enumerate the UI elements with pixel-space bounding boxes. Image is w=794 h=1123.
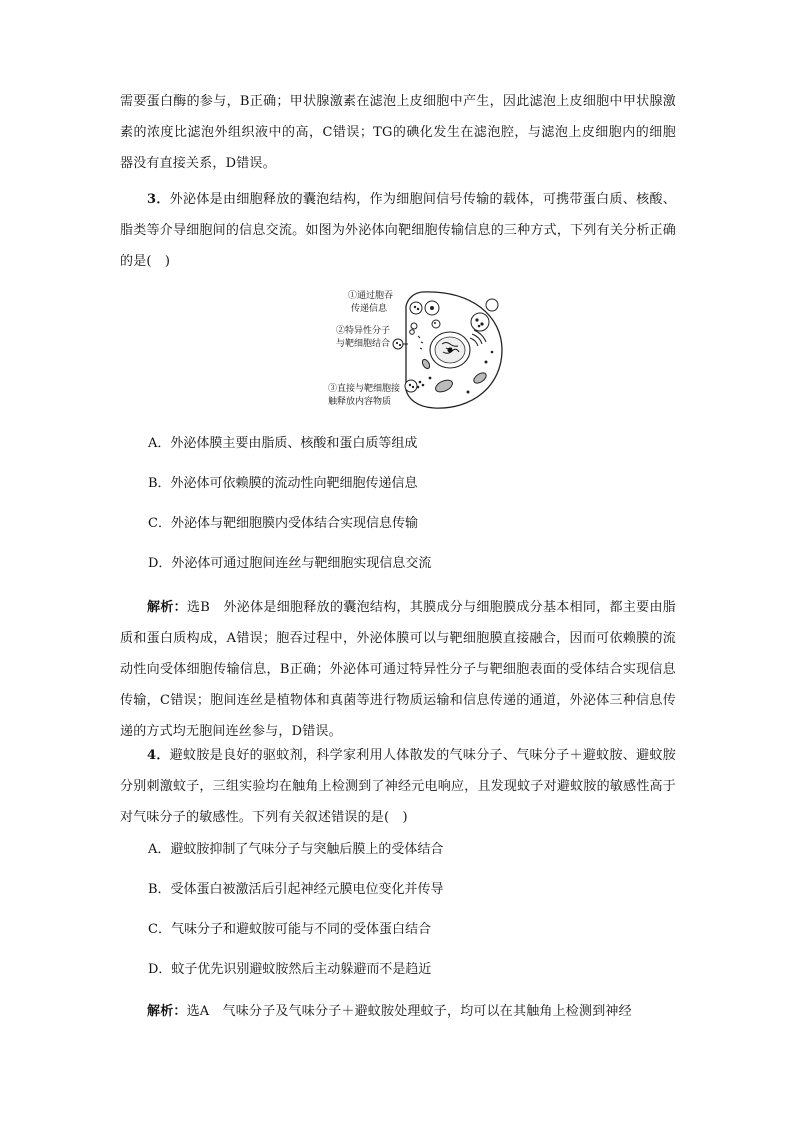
question-4-stem xyxy=(120,740,676,833)
q4-analysis-text: 选A 气味分子及气味分子＋避蚊胺处理蚊子，均可以在其触角上检测到神经 xyxy=(186,1004,632,1019)
figure-label-3-line1: ③直接与靶细胞接 xyxy=(328,384,401,394)
q4-option-a: A．避蚊胺抑制了气味分子与突触后膜上的受体结合 xyxy=(148,842,444,857)
q3-analysis-text: 选B 外泌体是细胞释放的囊泡结构，其膜成分与细胞膜成分基本相同，都主要由脂质和蛋白质构成，A错误；胞吞过程中，外泌体膜可以与靶细胞膜直接融合，因而可依赖膜的流动性向受体细胞传输信息，B正确；外泌体可通过特异性分子与靶细胞表面的受体结合实现信息传输，C错误；胞间连丝是植物体和真菌等进行物质运输和信息传递的通道，外泌体三种信息传递的方式均无胞间连丝参与，D错误。 xyxy=(120,600,676,739)
question-3-stem xyxy=(120,184,676,277)
q3-option-c: C．外泌体与靶细胞膜内受体结合实现信息传输 xyxy=(148,516,418,531)
question-3-text: 外泌体是由细胞释放的囊泡结构，作为细胞间信号传输的载体，可携带蛋白质、核酸、脂类等介导细胞间的信息交流。如图为外泌体向靶细胞传输信息的三种方式，下列有关分析正确的是( ) xyxy=(120,192,676,269)
question-3-number: 3． xyxy=(147,192,170,207)
q3-option-a: A．外泌体膜主要由脂质、核酸和蛋白质等组成 xyxy=(148,436,418,451)
q4-analysis-label: 解析： xyxy=(147,1004,187,1019)
question-4-number: 4． xyxy=(147,748,170,763)
q4-option-b: B．受体蛋白被激活后引起神经元膜电位变化并传导 xyxy=(148,882,444,897)
q4-analysis xyxy=(120,996,676,1027)
q3-option-b: B．外泌体可依赖膜的流动性向靶细胞传递信息 xyxy=(148,476,418,491)
intro-paragraph: 需要蛋白酶的参与，B正确；甲状腺激素在滤泡上皮细胞中产生，因此滤泡上皮细胞中甲状腺激素的浓度比滤泡外组织液中的高，C错误；TG的碘化发生在滤泡腔，与滤泡上皮细胞内的细胞器没有直接关系，D错误。 xyxy=(120,94,676,171)
question-4-text: 避蚊胺是良好的驱蚊剂，科学家利用人体散发的气味分子、气味分子＋避蚊胺、避蚊胺分别刺激蚊子，三组实验均在触角上检测到了神经元电响应，且发现蚊子对避蚊胺的敏感性高于对气味分子的敏感性。下列有关叙述错误的是( ) xyxy=(120,748,676,825)
q3-analysis-label: 解析： xyxy=(147,600,187,615)
q3-analysis xyxy=(120,592,676,747)
figure-label-1-line2: 传递信息 xyxy=(351,304,388,314)
figure-label-2-line1: ②特异性分子 xyxy=(336,326,391,336)
q4-option-c: C．气味分子和避蚊胺可能与不同的受体蛋白结合 xyxy=(148,922,431,937)
figure-label-3-line2: 触释放内容物质 xyxy=(328,397,392,407)
figure-label-1-line1: ①通过胞吞 xyxy=(348,291,394,301)
exosome-figure xyxy=(322,286,504,414)
q4-option-d: D．蚊子优先识别避蚊胺然后主动躲避而不是趋近 xyxy=(148,962,432,977)
q3-option-d: D．外泌体可通过胞间连丝与靶细胞实现信息交流 xyxy=(148,556,432,571)
figure-label-2-line2: 与靶细胞结合 xyxy=(336,339,391,349)
